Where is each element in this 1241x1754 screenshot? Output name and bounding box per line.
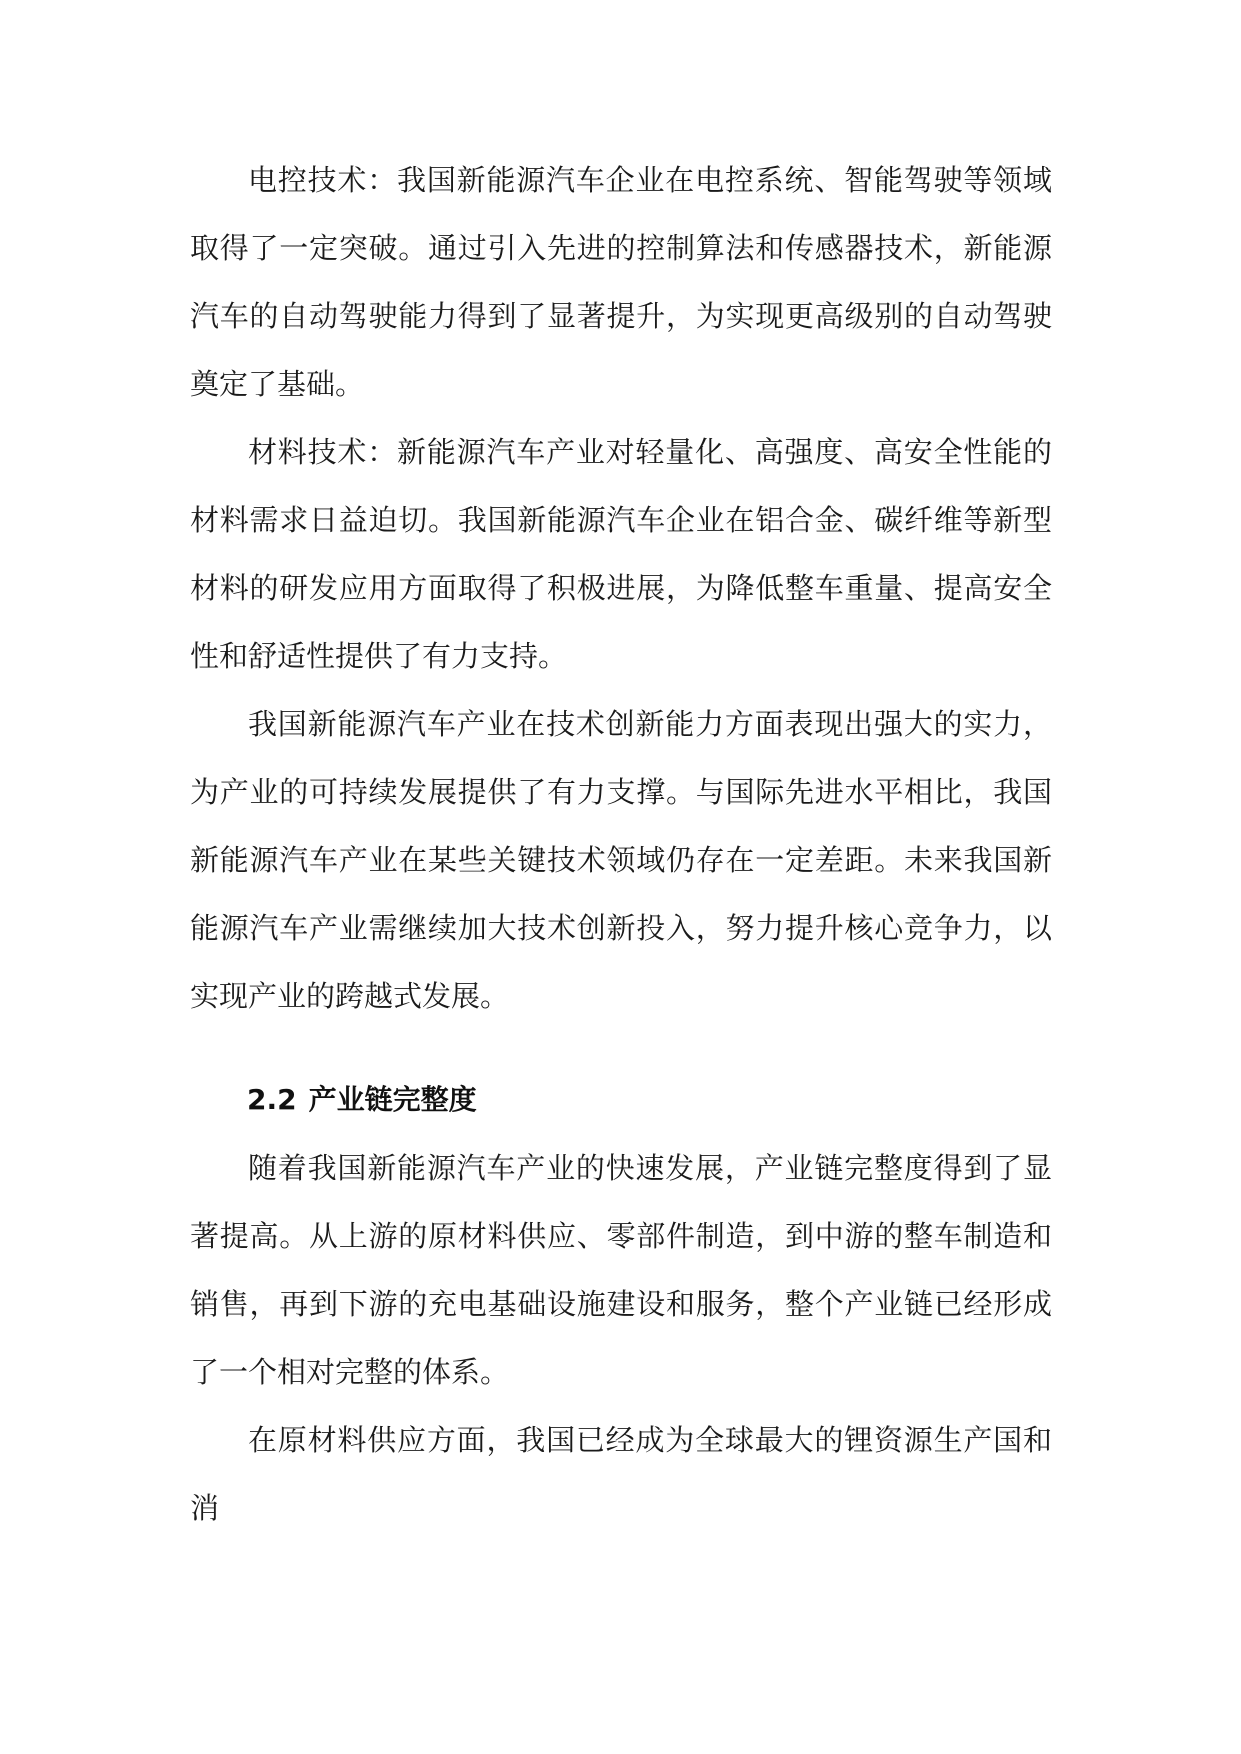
section-number: 2.2 [247,1083,297,1116]
section-heading [190,1066,1052,1134]
paragraph-raw-materials: 在原材料供应方面，我国已经成为全球最大的锂资源生产国和消 [190,1423,1052,1525]
paragraph-electronic-control: 电控技术：我国新能源汽车企业在电控系统、智能驾驶等领域取得了一定突破。通过引入先进的控制算法和传感器技术，新能源汽车的自动驾驶能力得到了显著提升，为实现更高级别的自动驾驶奠定了基础。 [190,163,1052,401]
paragraph-industry-chain: 随着我国新能源汽车产业的快速发展，产业链完整度得到了显著提高。从上游的原材料供应、零部件制造，到中游的整车制造和销售，再到下游的充电基础设施建设和服务，整个产业链已经形成了一个相对完整的体系。 [190,1151,1052,1389]
section-title: 产业链完整度 [308,1083,477,1116]
paragraph-innovation-summary: 我国新能源汽车产业在技术创新能力方面表现出强大的实力，为产业的可持续发展提供了有力支撑。与国际先进水平相比，我国新能源汽车产业在某些关键技术领域仍存在一定差距。未来我国新能源汽车产业需继续加大技术创新投入，努力提升核心竞争力，以实现产业的跨越式发展。 [190,707,1052,1013]
document-body [190,146,1052,1542]
paragraph-materials: 材料技术：新能源汽车产业对轻量化、高强度、高安全性能的材料需求日益迫切。我国新能源汽车企业在铝合金、碳纤维等新型材料的研发应用方面取得了积极进展，为降低整车重量、提高安全性和舒适性提供了有力支持。 [190,435,1052,673]
